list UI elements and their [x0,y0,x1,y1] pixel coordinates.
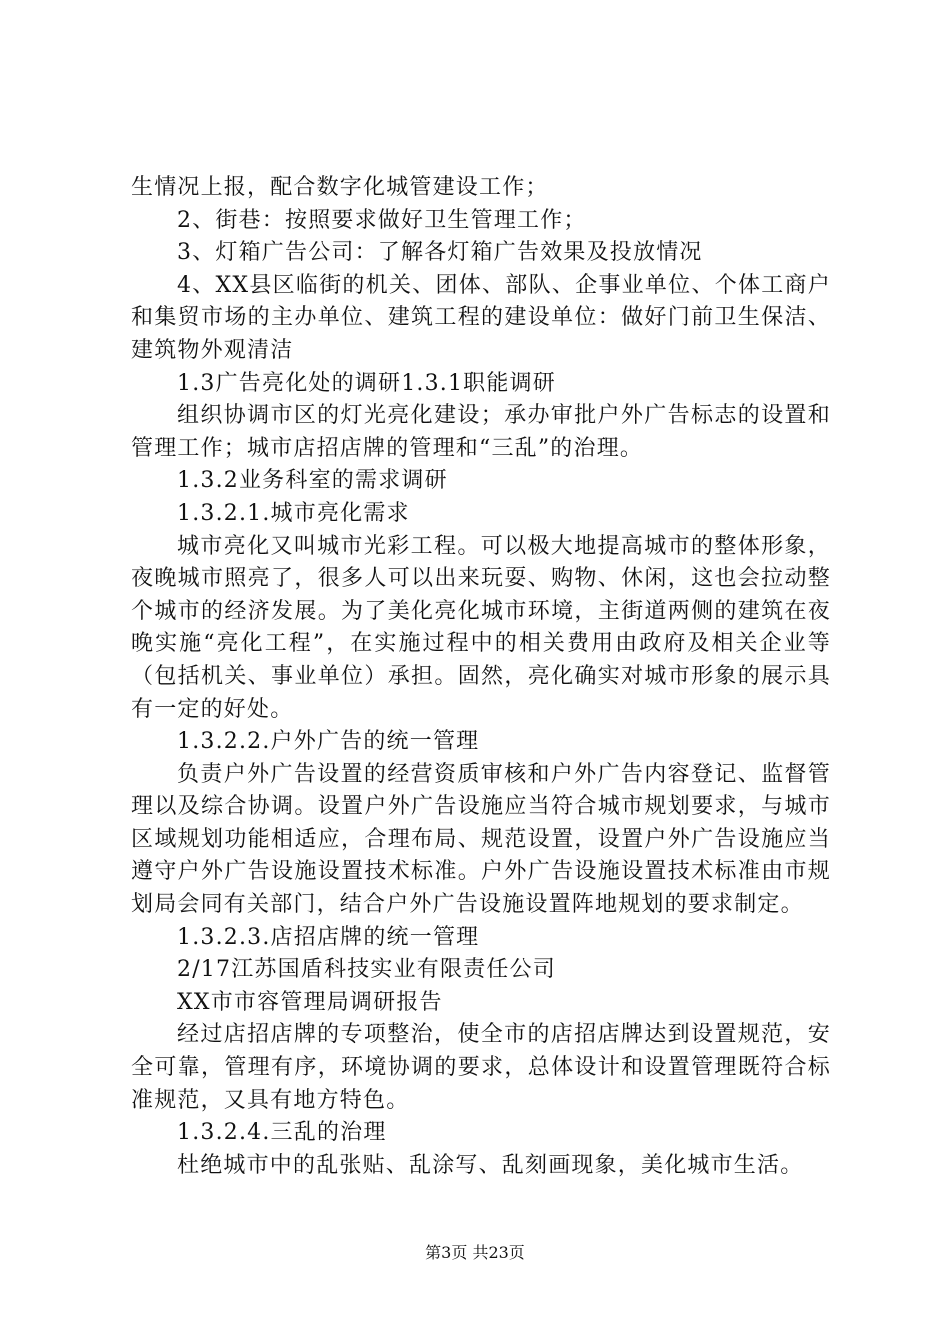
section-heading: 1.3.2.1.城市亮化需求 [177,500,410,526]
page-footer [0,1243,950,1263]
paragraph: 杜绝城市中的乱张贴、乱涂写、乱刻画现象，美化城市生活。 [177,1152,804,1178]
document-body [131,172,831,1182]
paragraph: 4、XX县区临街的机关、团体、部队、企事业单位、个体工商户和集贸市场的主办单位、建筑工程的建设单位：做好门前卫生保洁、建筑物外观清洁 [131,272,831,363]
paragraph: 经过店招店牌的专项整治，使全市的店招店牌达到设置规范，安全可靠，管理有序，环境协调的要求，总体设计和设置管理既符合标准规范，又具有地方特色。 [131,1022,831,1113]
paragraph: 负责户外广告设置的经营资质审核和户外广告内容登记、监督管理以及综合协调。设置户外广告设施应当符合城市规划要求，与城市区域规划功能相适应，合理布局、规范设置，设置户外广告设施应当遵守户外广告设施设置技术标准。户外广告设施设置技术标准由市规划局会同有关部门，结合户外广告设施设置阵地规划的要求制定。 [131,761,831,918]
section-heading: 1.3.2.2.户外广告的统一管理 [177,729,480,755]
page-number-label: 第3页 共23页 [425,1243,525,1262]
section-heading: 1.3.2.3.店招店牌的统一管理 [177,924,480,950]
section-heading: 1.3.2.4.三乱的治理 [177,1120,387,1146]
paragraph: 组织协调市区的灯光亮化建设；承办审批户外广告标志的设置和管理工作；城市店招店牌的管理和“三乱”的治理。 [131,403,831,461]
paragraph: 生情况上报，配合数字化城管建设工作； [131,175,549,200]
paragraph: 3、灯箱广告公司：了解各灯箱广告效果及投放情况 [177,240,703,266]
section-heading: 1.3.2业务科室的需求调研 [177,468,448,494]
running-header-company: 2/17江苏国盾科技实业有限责任公司 [177,957,557,983]
running-header-title: XX市市容管理局调研报告 [177,989,443,1015]
paragraph: 城市亮化又叫城市光彩工程。可以极大地提高城市的整体形象，夜晚城市照亮了，很多人可以出来玩耍、购物、休闲，这也会拉动整个城市的经济发展。为了美化亮化城市环境，主街道两侧的建筑在夜晚实施“亮化工程”，在实施过程中的相关费用由政府及相关企业等（包括机关、事业单位）承担。固然，亮化确实对城市形象的展示具有一定的好处。 [131,533,831,722]
section-heading: 1.3广告亮化处的调研1.3.1职能调研 [177,370,556,396]
paragraph: 2、街巷：按照要求做好卫生管理工作； [177,207,587,233]
